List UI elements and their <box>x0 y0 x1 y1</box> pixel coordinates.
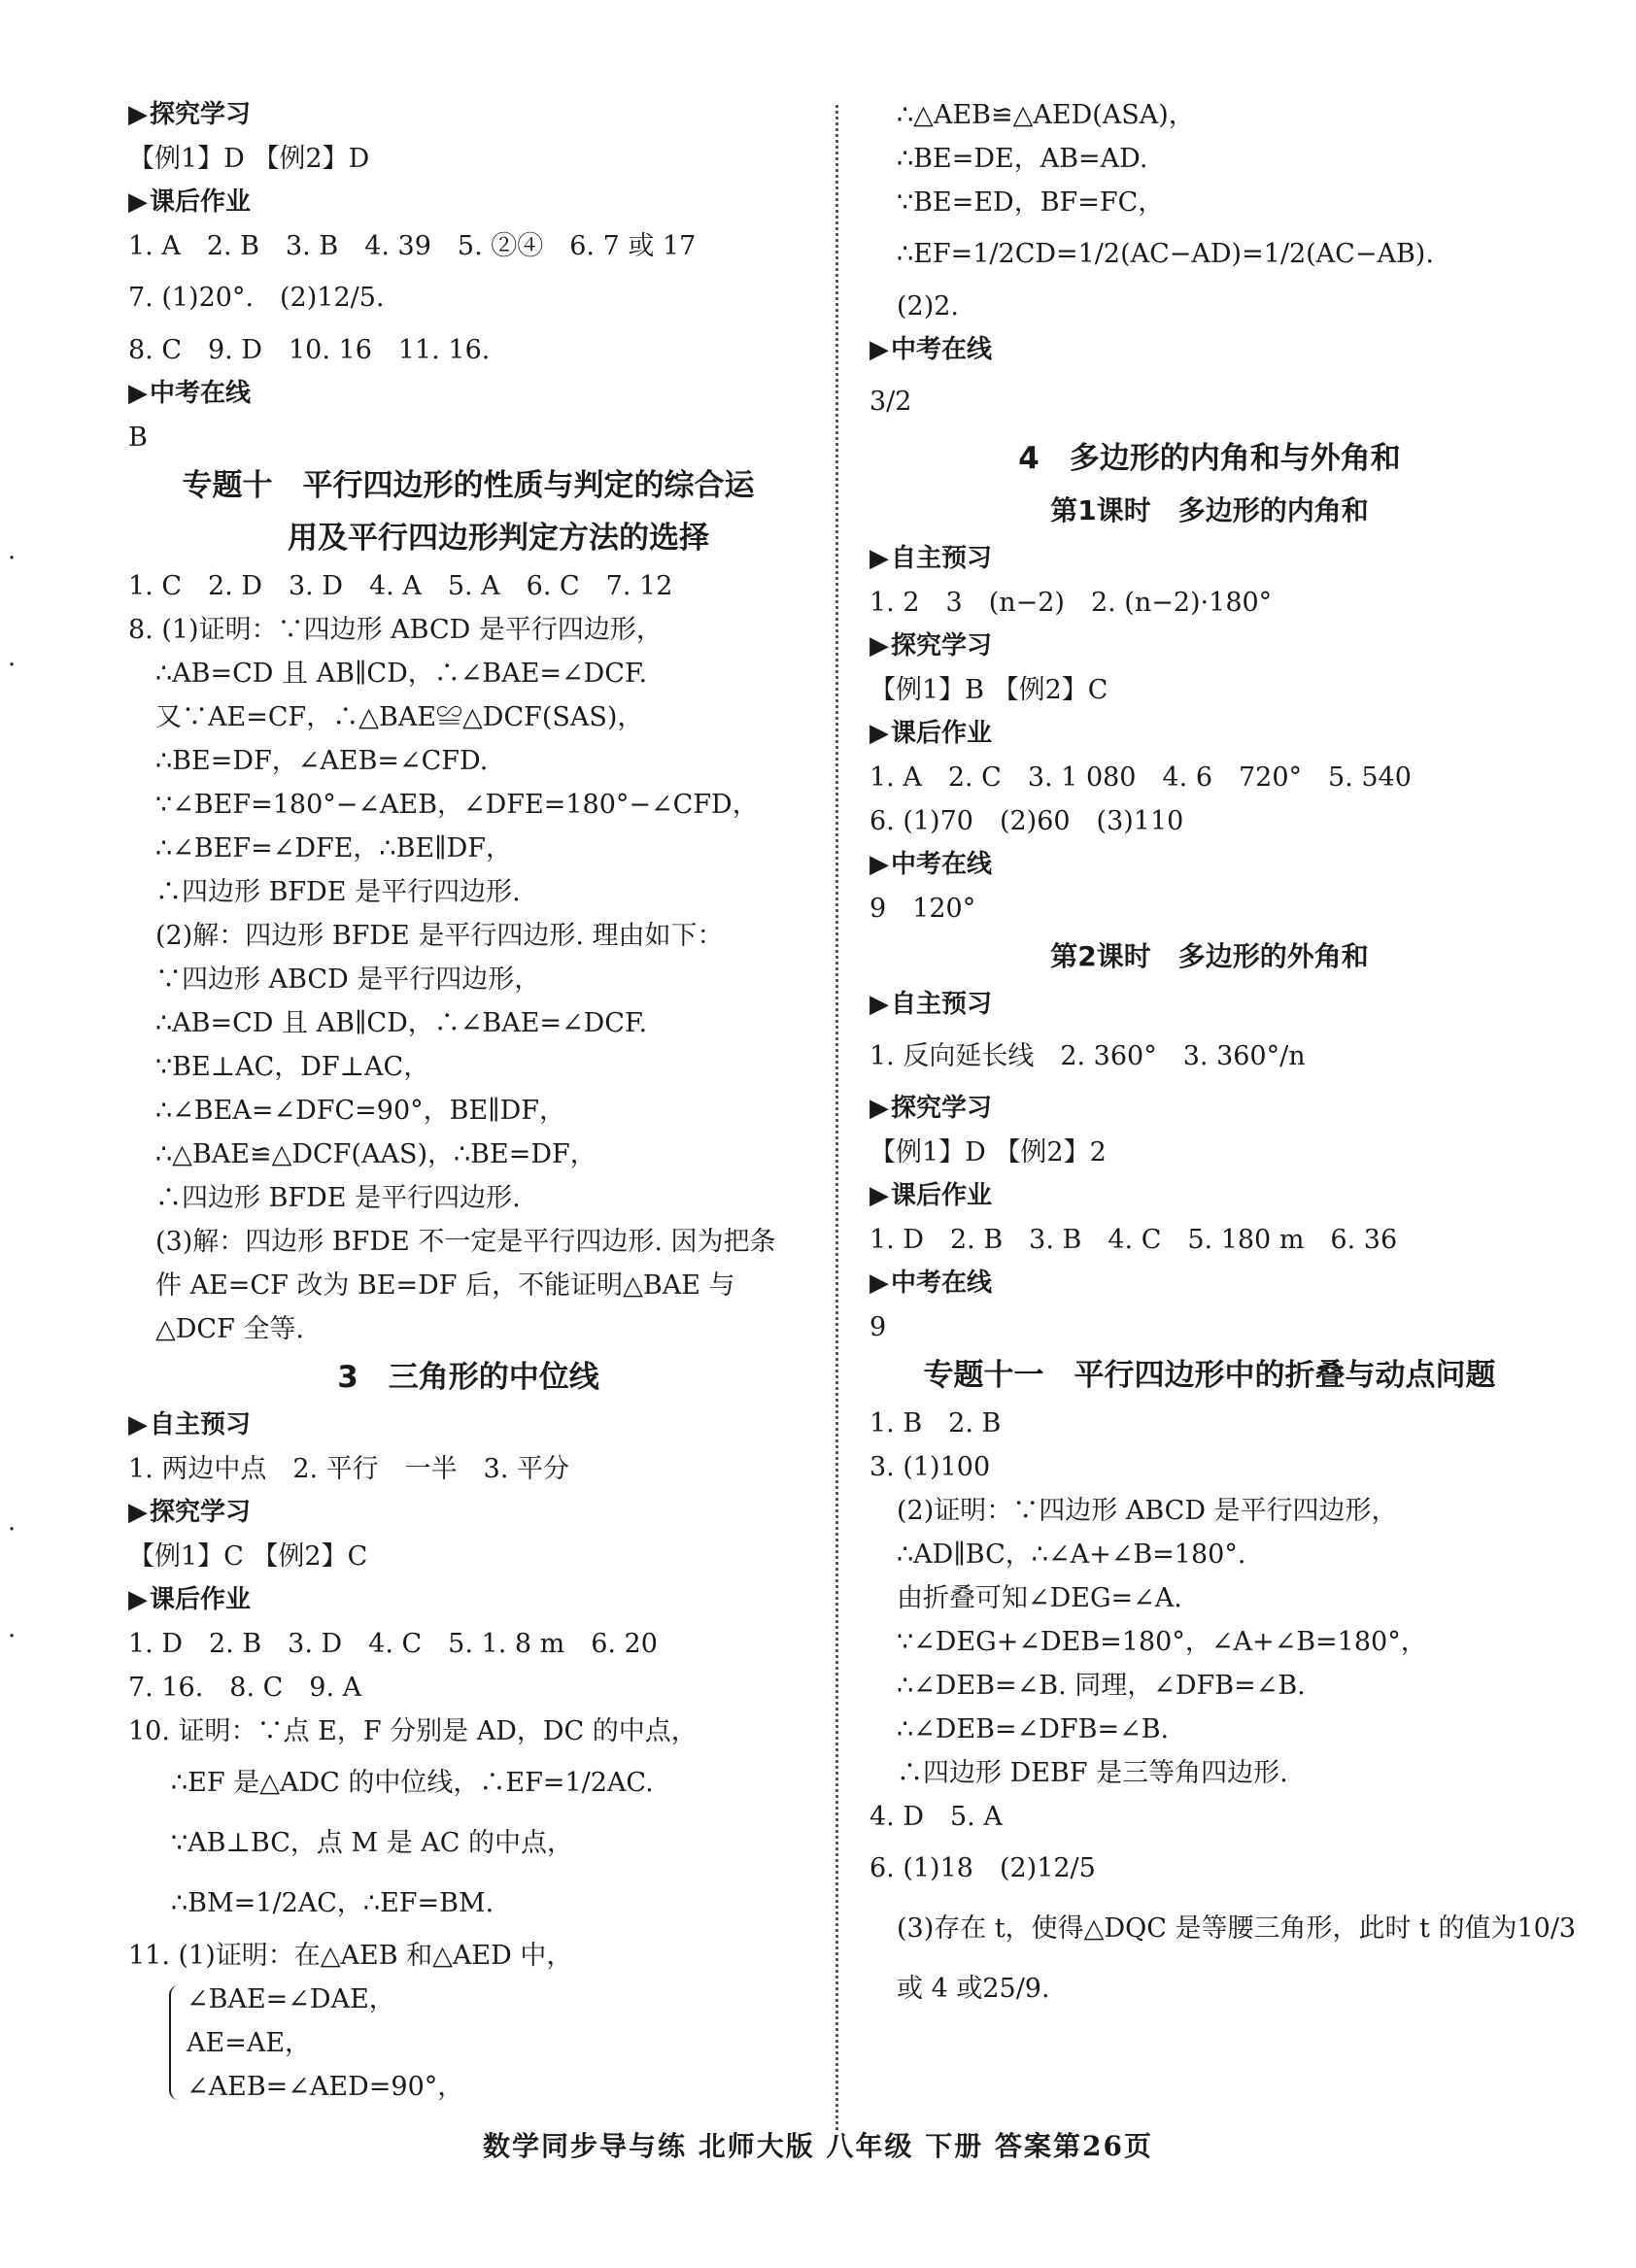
answer-line: (2)解：四边形 BFDE 是平行四边形. 理由如下： <box>155 921 724 951</box>
section-heading-label: 课后作业 <box>150 1585 252 1614</box>
section-heading <box>869 1174 1550 1218</box>
answer-line: 【例1】D 【例2】2 <box>869 1137 1107 1168</box>
answer-line: ∠BAE=∠DAE， <box>187 1984 395 2014</box>
answer-line: 4. D 5. A <box>869 1802 1003 1832</box>
right-column <box>869 93 1577 2019</box>
answer-line: △DCF 全等. <box>155 1314 304 1344</box>
answer-line: 又∵AE=CF，∴△BAE≌△DCF(SAS)， <box>155 702 644 732</box>
answer-line: ∵BE=ED，BF=FC， <box>897 187 1165 218</box>
section-heading-label: 探究学习 <box>150 100 252 129</box>
chapter-title: 第2课时 多边形的外角和 <box>1050 940 1369 972</box>
section-heading-label: 探究学习 <box>150 1498 252 1527</box>
page-footer: 数学同步导与练 北师大版 八年级 下册 答案第26页 <box>483 2130 1153 2162</box>
chapter-title: 用及平行四边形判定方法的选择 <box>227 521 709 556</box>
chapter-title: 专题十一 平行四边形中的折叠与动点问题 <box>923 1358 1496 1393</box>
answer-line: 9 120° <box>869 894 976 924</box>
answer-line: (3)存在 t，使得△DQC 是等腰三角形，此时 t 的值为10/3 <box>897 1913 1577 1944</box>
section-heading <box>869 983 1550 1027</box>
answer-line: 1. 反向延长线 2. 360° 3. 360°/n <box>869 1041 1306 1071</box>
chapter-title: 3 三角形的中位线 <box>337 1360 599 1395</box>
section-heading <box>128 181 808 224</box>
section-heading <box>869 712 1550 756</box>
triangle-marker-icon: ▶ <box>869 1269 889 1298</box>
section-heading <box>869 328 1550 372</box>
triangle-marker-icon: ▶ <box>128 1585 148 1614</box>
answer-line: AE=AE， <box>187 2028 312 2058</box>
section-heading <box>869 537 1550 581</box>
answer-line: ∵四边形 ABCD 是平行四边形， <box>155 965 541 995</box>
answer-line: 1. D 2. B 3. B 4. C 5. 180 m 6. 36 <box>869 1225 1398 1255</box>
answer-line: 10. 证明：∵点 E，F 分别是 AD，DC 的中点， <box>128 1716 698 1746</box>
answer-line: ∠AEB=∠AED=90°， <box>187 2072 464 2102</box>
answer-line: 1. D 2. B 3. D 4. C 5. 1. 8 m 6. 20 <box>128 1629 658 1659</box>
answer-line: 8. C 9. D 10. 16 11. 16. <box>128 335 491 365</box>
answer-line: ∵∠BEF=180°−∠AEB，∠DFE=180°−∠CFD， <box>155 790 759 820</box>
section-heading <box>128 1491 808 1535</box>
answer-line: ∴四边形 BFDE 是平行四边形. <box>155 877 521 907</box>
triangle-marker-icon: ▶ <box>869 990 889 1019</box>
triangle-marker-icon: ▶ <box>869 1181 889 1210</box>
chapter-title: 第1课时 多边形的内角和 <box>1050 494 1369 526</box>
section-heading <box>128 93 808 137</box>
section-heading <box>869 625 1550 668</box>
answer-line: 8. (1)证明：∵四边形 ABCD 是平行四边形， <box>128 615 663 645</box>
answer-line: ∴BE=DE，AB=AD. <box>897 144 1148 174</box>
triangle-marker-icon: ▶ <box>128 1410 148 1439</box>
triangle-marker-icon: ▶ <box>128 1498 148 1527</box>
answer-line: 1. A 2. C 3. 1 080 4. 6 720° 5. 540 <box>869 762 1412 793</box>
answer-line: ∴EF 是△ADC 的中位线，∴EF=1/2AC. <box>171 1768 654 1798</box>
section-heading-label: 自主预习 <box>150 1410 252 1439</box>
answer-line: 7. (1)20°. (2)12/5. <box>128 283 385 313</box>
answer-line: ∴∠BEF=∠DFE，∴BE∥DF， <box>155 833 513 863</box>
answer-line: ∴∠BEA=∠DFC=90°，BE∥DF， <box>155 1096 566 1126</box>
answer-line: 1. 两边中点 2. 平行 一半 3. 平分 <box>128 1454 570 1484</box>
section-heading-label: 中考在线 <box>891 335 993 364</box>
answer-line: 1. 2 3 (n−2) 2. (n−2)·180° <box>869 588 1273 618</box>
answer-line: 或 4 或25/9. <box>897 1974 1050 2004</box>
triangle-marker-icon: ▶ <box>128 379 148 408</box>
chapter-title: 专题十 平行四边形的性质与判定的综合运 <box>182 468 755 503</box>
chapter-title: 4 多边形的内角和与外角和 <box>1018 441 1401 476</box>
answer-line: 11. (1)证明：在△AEB 和△AED 中， <box>128 1941 573 1971</box>
answer-line: ∴△AEB≌△AED(ASA)， <box>897 100 1195 130</box>
section-heading-label: 中考在线 <box>891 850 993 879</box>
margin-mark: · <box>8 544 17 573</box>
margin-mark: · <box>8 1515 17 1544</box>
answer-line: 3. (1)100 <box>869 1452 991 1482</box>
section-heading-label: 自主预习 <box>891 544 993 573</box>
triangle-marker-icon: ▶ <box>869 631 889 660</box>
answer-line: ∵AB⊥BC，点 M 是 AC 的中点， <box>171 1828 574 1858</box>
answer-line: (3)解：四边形 BFDE 不一定是平行四边形. 因为把条 <box>155 1227 776 1257</box>
answer-line: ∴四边形 DEBF 是三等角四边形. <box>897 1758 1288 1788</box>
triangle-marker-icon: ▶ <box>128 100 148 129</box>
answer-line: ∴四边形 BFDE 是平行四边形. <box>155 1183 521 1213</box>
section-heading <box>869 1262 1550 1305</box>
answer-line: ∴AB=CD 且 AB∥CD，∴∠BAE=∠DCF. <box>155 659 648 689</box>
section-heading <box>869 1087 1550 1131</box>
answer-line: (2)2. <box>897 291 960 322</box>
answer-line: ∴∠DEB=∠DFB=∠B. <box>897 1714 1170 1744</box>
answer-line: ∴△BAE≌△DCF(AAS)，∴BE=DF， <box>155 1139 596 1169</box>
answer-line: 【例1】D 【例2】D <box>128 144 370 174</box>
answer-line: 1. B 2. B <box>869 1408 1002 1439</box>
section-heading-label: 课后作业 <box>891 1181 993 1210</box>
triangle-marker-icon: ▶ <box>869 850 889 879</box>
answer-line: B <box>128 423 148 453</box>
margin-mark: · <box>8 651 17 680</box>
triangle-marker-icon: ▶ <box>869 1094 889 1123</box>
answer-line: 1. A 2. B 3. B 4. 39 5. ②④ 6. 7 或 17 <box>128 231 697 261</box>
answer-line: ∴BM=1/2AC，∴EF=BM. <box>171 1888 494 1918</box>
triangle-marker-icon: ▶ <box>869 719 889 748</box>
answer-line: ∵BE⊥AC，DF⊥AC， <box>155 1052 430 1082</box>
section-heading <box>128 372 808 416</box>
triangle-marker-icon: ▶ <box>128 187 148 217</box>
answer-line: 【例1】B 【例2】C <box>869 675 1108 705</box>
left-column <box>128 93 808 2109</box>
answer-line: 9 <box>869 1312 887 1342</box>
margin-mark: · <box>8 1622 17 1651</box>
answer-line: ∴∠DEB=∠B. 同理，∠DFB=∠B. <box>897 1671 1306 1701</box>
section-heading-label: 课后作业 <box>891 719 993 748</box>
section-heading <box>128 1578 808 1622</box>
section-heading-label: 中考在线 <box>891 1269 993 1298</box>
answer-line: 3/2 <box>869 387 912 417</box>
section-heading-label: 探究学习 <box>891 1094 993 1123</box>
section-heading-label: 中考在线 <box>150 379 252 408</box>
answer-line: (2)证明：∵四边形 ABCD 是平行四边形， <box>897 1496 1398 1526</box>
answer-line: 件 AE=CF 改为 BE=DF 后，不能证明△BAE 与 <box>155 1270 735 1301</box>
answer-line: ∴EF=1/2CD=1/2(AC−AD)=1/2(AC−AB). <box>897 239 1434 269</box>
triangle-marker-icon: ▶ <box>869 335 889 364</box>
section-heading <box>128 1404 808 1447</box>
column-divider <box>835 105 838 2130</box>
section-heading-label: 探究学习 <box>891 631 993 660</box>
answer-line: 1. C 2. D 3. D 4. A 5. A 6. C 7. 12 <box>128 571 673 601</box>
section-heading-label: 自主预习 <box>891 990 993 1019</box>
answer-line: 7. 16. 8. C 9. A <box>128 1673 362 1703</box>
answer-line: 【例1】C 【例2】C <box>128 1541 368 1572</box>
answer-line: ∴BE=DF，∠AEB=∠CFD. <box>155 746 489 776</box>
section-heading-label: 课后作业 <box>150 187 252 217</box>
answer-line: ∵∠DEG+∠DEB=180°，∠A+∠B=180°， <box>897 1627 1427 1657</box>
answer-line: ∴AB=CD 且 AB∥CD，∴∠BAE=∠DCF. <box>155 1008 648 1038</box>
answer-line: 6. (1)18 (2)12/5 <box>869 1853 1096 1883</box>
brace-system <box>128 1978 808 2109</box>
answer-line: 6. (1)70 (2)60 (3)110 <box>869 806 1184 836</box>
answer-line: 由折叠可知∠DEG=∠A. <box>897 1583 1182 1613</box>
answer-line: ∴AD∥BC，∴∠A+∠B=180°. <box>897 1540 1246 1570</box>
left-brace <box>169 1985 185 2100</box>
section-heading <box>869 843 1550 887</box>
triangle-marker-icon: ▶ <box>869 544 889 573</box>
